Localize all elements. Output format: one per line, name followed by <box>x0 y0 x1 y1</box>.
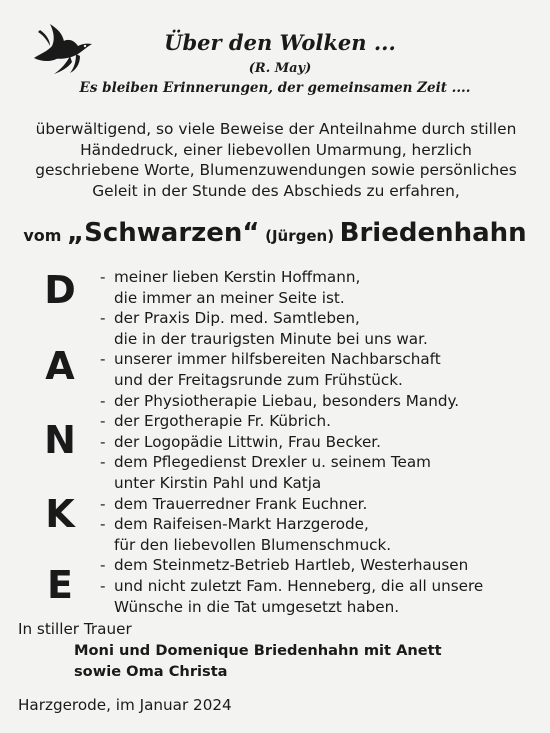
dove-icon <box>30 18 96 78</box>
thanks-text: und nicht zuletzt Fam. Henneberg, die all unsere Wünsche in die Tat umgesetzt haben. <box>114 576 484 616</box>
thanks-text: meiner lieben Kerstin Hoffmann, die immer an meiner Seite ist. <box>114 268 361 307</box>
list-item: - der Physiotherapie Liebau, besonders Mandy. <box>100 391 540 412</box>
danke-letter: A <box>45 344 75 388</box>
thanks-list <box>100 267 540 617</box>
danke-letter: N <box>44 418 76 462</box>
list-item: - dem Steinmetz-Betrieb Hartleb, Westerhausen <box>100 555 540 576</box>
list-item: - und nicht zuletzt Fam. Henneberg, die all unsere Wünsche in die Tat umgesetzt haben. <box>100 576 540 617</box>
thanks-text: dem Steinmetz-Betrieb Hartleb, Westerhausen <box>114 556 469 575</box>
family-line-2: sowie Oma Christa <box>74 663 228 680</box>
thanks-text: dem Raifeisen-Markt Harzgerode, für den liebevollen Blumenschmuck. <box>114 515 392 554</box>
list-item: - der Ergotherapie Fr. Kübrich. <box>100 411 540 432</box>
deceased-name-line <box>0 218 550 248</box>
danke-letter: E <box>47 563 73 607</box>
name-nickname: „Schwarzen“ <box>67 218 260 248</box>
list-item: - dem Pflegedienst Drexler u. seinem Team unter Kirstin Pahl und Katja <box>100 452 540 493</box>
name-prefix: vom <box>23 226 62 245</box>
poem-title: Über den Wolken ... <box>164 30 396 55</box>
list-item: - unserer immer hilfsbereiten Nachbarschaft und der Freitagsrunde zum Frühstück. <box>100 349 540 390</box>
poem-quote: Es bleiben Erinnerungen, der gemeinsamen Zeit .... <box>79 80 471 96</box>
danke-letter: K <box>45 492 75 536</box>
thanks-text: dem Pflegedienst Drexler u. seinem Team unter Kirstin Pahl und Katja <box>114 453 431 492</box>
thanks-text: der Ergotherapie Fr. Kübrich. <box>114 412 331 431</box>
list-item: - dem Raifeisen-Markt Harzgerode, für den liebevollen Blumenschmuck. <box>100 514 540 555</box>
place-date: Harzgerode, im Januar 2024 <box>18 696 232 714</box>
poem-author: (R. May) <box>248 61 312 76</box>
thanks-text: dem Trauerredner Frank Euchner. <box>114 494 368 513</box>
intro-paragraph: überwältigend, so viele Beweise der Anteilnahme durch stillen Händedruck, einer liebevollen Umarmung, herzlich geschriebene Worte, Blumenzuwendungen sowie persönliches Geleit in der Stunde des Abschieds zu erfahren, <box>35 120 517 200</box>
name-surname: Briedenhahn <box>339 218 527 248</box>
thanks-text: der Logopädie Littwin, Frau Becker. <box>114 432 381 451</box>
list-item: - meiner lieben Kerstin Hoffmann, die immer an meiner Seite ist. <box>100 267 540 308</box>
thanks-text: unserer immer hilfsbereiten Nachbarschaft und der Freitagsrunde zum Frühstück. <box>114 350 441 389</box>
name-first: (Jürgen) <box>265 227 335 245</box>
thanks-text: der Praxis Dip. med. Samtleben, die in der traurigsten Minute bei uns war. <box>114 309 428 348</box>
family-line-1: Moni und Domenique Briedenhahn mit Anett <box>74 642 442 659</box>
list-item: - der Logopädie Littwin, Frau Becker. <box>100 432 540 453</box>
mourning-line: In stiller Trauer <box>18 620 132 638</box>
list-item: - der Praxis Dip. med. Samtleben, die in der traurigsten Minute bei uns war. <box>100 308 540 349</box>
list-item: - dem Trauerredner Frank Euchner. <box>100 494 540 515</box>
thanks-text: der Physiotherapie Liebau, besonders Mandy. <box>114 391 460 410</box>
danke-letter: D <box>44 268 76 312</box>
family-signature <box>74 640 442 682</box>
